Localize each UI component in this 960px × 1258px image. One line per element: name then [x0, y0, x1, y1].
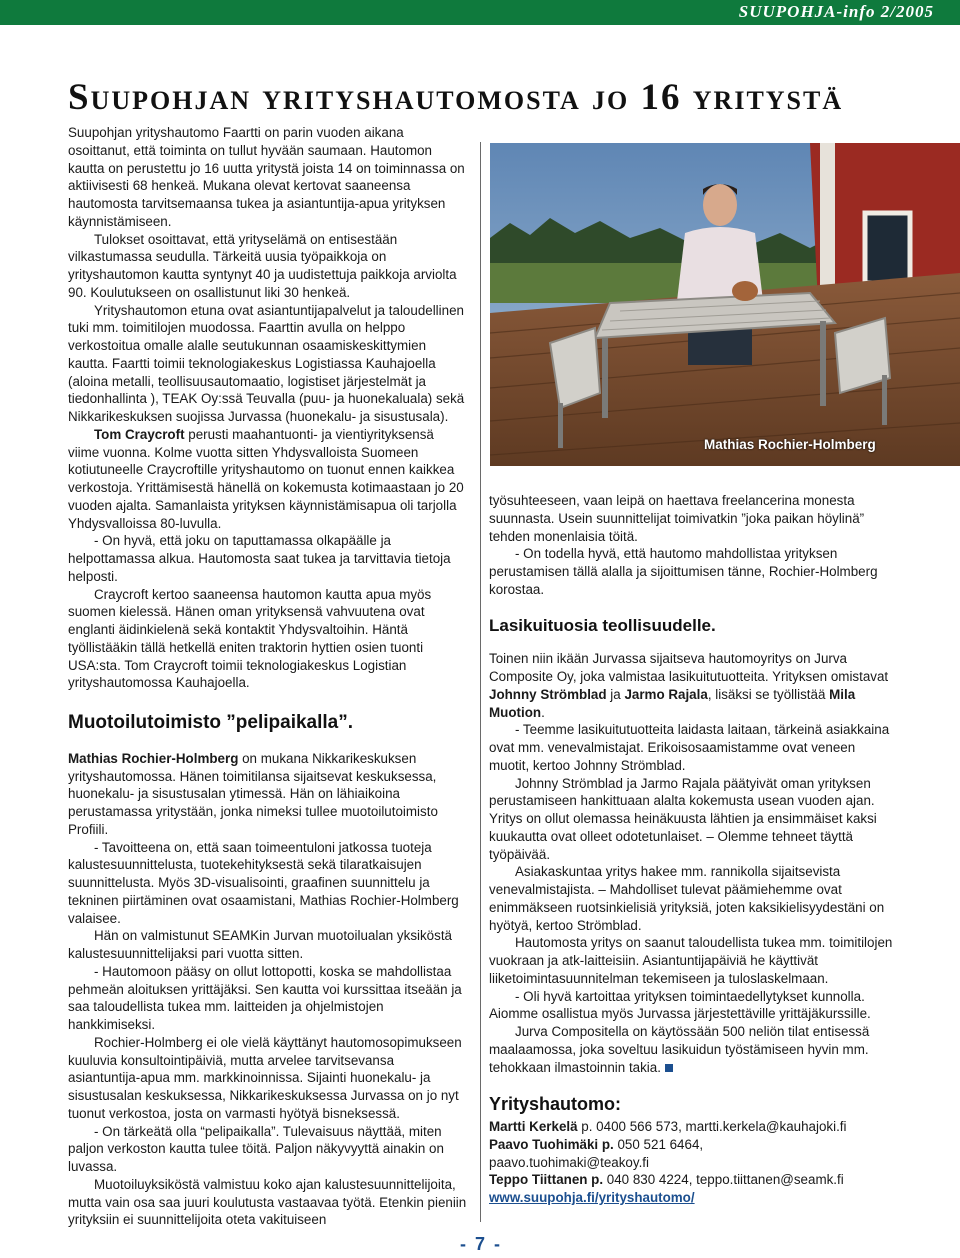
paragraph: - On hyvä, että joku on taputtamassa olkapäälle ja helpottamassa alkua. Hautomosta saat tukea ja tarvittavia tietoja helposti. — [68, 533, 451, 584]
photo-illustration — [490, 143, 960, 466]
paragraph: Craycroft kertoo saaneensa hautomon kautta apua myös suomen kielessä. Hänen oman yrityksensä vahvuutena ovat englanti äidinkielenä sekä kontaktit Yhdysvaltoihin. Häntä työllistääkin tällä hetkellä eniten traktorin hyttien osien tuonti USA:sta. Tom Craycroft toimii teknologiakeskus Logistian yrityshautomossa Kauhajoella. — [68, 586, 432, 691]
left-column — [68, 124, 468, 1229]
paragraph: Rochier-Holmberg ei ole vielä käyttänyt hautomosopimukseen kuuluvia konsultointipäiviä, mutta arvelee tarvitsevansa asiantuntija-apua mm. markkinoinnissa. Sijainti huonekalu- ja sisustusalan keskuksessa, Nikkarikeskuksessa Jurvassa on jo nyt tuonut verkostoa, josta on varmasti hyötyä bisneksessä. — [68, 1034, 462, 1121]
paragraph: työsuhteeseen, vaan leipä on haettava freelancerina monesta suunnasta. Usein suunnittelijat toimivatkin ”joka paikan höylinä” tehden monenlaisia töitä. — [489, 493, 865, 544]
url-line — [489, 1189, 893, 1207]
section-heading: Lasikuituosia teollisuudelle. — [489, 615, 716, 635]
paragraph-text: Jurva Compositella on käytössään 500 neliön tilat entisessä maalaamossa, joka soveltuu lasikuidun työstämiseen hyvin mm. tehokkaan ilmastoinnin takia. — [489, 1024, 870, 1075]
paragraph: Hautomosta yritys on saanut taloudellista tukea mm. toimitilojen vuokraan ja atk-laitteisiin. Asiantuntijapäiviä he käyttivät liiketoimintasuunnitelman tekemiseen ja tuloslaskelmaan. — [489, 935, 893, 986]
paragraph: Asiakaskuntaa yritys hakee mm. rannikolla sijaitsevista venevalmistajista. – Mahdolliset tulevat päämiehemme ovat enimmäkseen ruotsinkielisiä yrityksiä, joten kaksikielisyydestäni on hyötyä, kertoo Strömblad. — [489, 864, 885, 933]
contact-details: p. 0400 566 573, martti.kerkela@kauhajoki.fi — [577, 1119, 847, 1134]
paragraph: - Teemme lasikuitutuotteita laidasta laitaan, tärkeinä asiakkaina ovat mm. venevalmistajat. Erikoisosaamistamme ovat veneen muotit, kertoo Johnny Strömblad. — [489, 722, 890, 773]
paragraph — [68, 426, 468, 533]
paragraph: Johnny Strömblad ja Jarmo Rajala päätyivät oman yrityksen perustamiseen hankittuaan alalta kokemusta usean vuoden ajan. Yritys on ollut olemassa heinäkuusta lähtien ja ensimmäiset kaksi kuukautta ovat olleet odotetunlaiset. – Olemme tehneet täyttä työpäivää. — [489, 775, 877, 862]
person-name: Mathias Rochier-Holmberg — [68, 750, 239, 766]
contact-name: Martti Kerkelä — [489, 1119, 578, 1134]
magazine-header-bar — [0, 0, 960, 25]
paragraph: - Oli hyvä kartoittaa yrityksen toimintaedellytykset kunnolla. Aiomme osallistua myös Jurvassa järjestettäville yrittäjäkurssille. — [489, 988, 871, 1022]
photo-caption: Mathias Rochier-Holmberg — [704, 437, 876, 452]
paragraph-text: , lisäksi se työllistää — [707, 686, 830, 702]
paragraph-text: ja — [606, 686, 625, 702]
contact-line: paavo.tuohimaki@teakoy.fi — [489, 1154, 649, 1170]
paragraph-text: on mukana Nikkarikeskuksen yrityshautomossa. Hänen toimitilansa sijaitsevat keskuksessa, huonekalu- ja sisustusalan ytimessä. Hän on lähiaikoina perustamassa yritystään, jonka nimeksi tullee muotoilutoimisto Profiili. — [68, 750, 438, 837]
paragraph-text: perusti maahantuonti- ja vientiyrityksensä viime vuonna. Kolme vuotta sitten Yhdysvalloista Suomeen kotiutuneelle Craycroftille yrityshautomo on tuonut ennen kaikkea verkostoja. Yrittämisestä hänellä on kokemusta kotimaastaan jo 20 vuoden ajalta. Samanlaista yrityksen käynnistämisapua oli tarjolla Yhdysvalloissa 80-luvulla. — [68, 426, 464, 531]
person-name: Jarmo Rajala — [624, 686, 708, 702]
article-photo — [490, 143, 960, 466]
paragraph: - Hautomoon pääsy on ollut lottopotti, koska se mahdollistaa pehmeän aloituksen yrittäjäksi. Sen kautta voi kurssittaa itseään ja saa taloudellista tukea mm. laitteiden ja ohjelmistojen hankkimiseksi. — [68, 963, 462, 1032]
contact-name: Teppo Tiittanen p. — [489, 1172, 604, 1188]
column-divider — [480, 142, 481, 1222]
contact-details: 050 521 6464, — [613, 1136, 704, 1152]
contact-line — [489, 1136, 893, 1154]
contact-line — [489, 1171, 893, 1189]
person-name: Tom Craycroft — [94, 426, 185, 442]
section-heading: Muotoilutoimisto ”pelipaikalla”. — [68, 712, 354, 733]
paragraph: Hän on valmistunut SEAMKin Jurvan muotoilualan yksiköstä kalustesuunnittelijaksi pari vuotta sitten. — [68, 928, 452, 961]
contacts-heading: Yrityshautomo: — [489, 1094, 622, 1115]
right-column — [489, 492, 893, 1207]
article-title: Suupohjan yrityshautomosta jo 16 yritystä — [68, 77, 844, 118]
paragraph: - Tavoitteena on, että saan toimeentuloni jatkossa tuoteja kalustesuunnittelusta, tuotekehityksestä sekä tilaratkaisujen suunnittelusta. Myös 3D-visualisointi, graafinen suunnittelu ja tekninen piirtäminen ovat osaamistani, Mathias Rochier-Holmberg valaisee. — [68, 839, 459, 926]
contact-details: 040 830 4224, teppo.tiittanen@seamk.fi — [603, 1172, 844, 1188]
person-name: Mila Muotion — [489, 686, 856, 720]
person-name: Johnny Strömblad — [489, 686, 607, 702]
website-link[interactable]: www.suupohja.fi/yrityshautomo/ — [489, 1190, 695, 1205]
paragraph: - On tärkeätä olla “pelipaikalla”. Tulevaisuus näyttää, miten paljon verkoston kautta tulee töitä. Paljon näkyvyyttä ainakin on luvassa. — [68, 1123, 444, 1174]
contact-line — [489, 1118, 893, 1136]
paragraph: - On todella hyvä, että hautomo mahdollistaa yrityksen perustamisen tällä alalla ja sijoittumisen tänne, Rochier-Holmberg korostaa. — [489, 546, 878, 597]
end-of-article-mark — [665, 1064, 673, 1072]
paragraph — [489, 1023, 893, 1076]
magazine-title: SUUPOHJA-info 2/2005 — [738, 2, 934, 21]
page-number: - 7 - — [460, 1234, 503, 1254]
paragraph: Suupohjan yrityshautomo Faartti on parin vuoden aikana osoittanut, että toiminta on tullut hyvään saumaan. Hautomon kautta on perustettu jo 16 uutta yritystä joista 14 on toiminnassa on aktiivisesti 68 henkeä. Mukana olevat kertovat saaneensa hautomosta tarvitsemaansa tukea ja asiantuntija-apua yrityksen käynnistämiseen. — [68, 125, 465, 229]
paragraph-text: Toinen niin ikään Jurvassa sijaitseva hautomoyritys on Jurva Composite Oy, joka valmistaa lasikuitutuotteita. Yrityksen omistavat — [489, 651, 889, 684]
paragraph-text: . — [541, 704, 545, 720]
contact-name: Paavo Tuohimäki p. — [489, 1136, 614, 1152]
paragraph: Tulokset osoittavat, että yrityselämä on entisestään vilkastumassa seudulla. Tärkeitä uusia työpaikkoja on yrityshautomon kautta syntynyt 40 ja uudistettuja paikkoja arviolta 90. Koulutukseen on osallistunut liki 30 henkeä. — [68, 231, 457, 300]
paragraph: Muotoiluyksiköstä valmistuu koko ajan kalustesuunnittelijoita, mutta vain osa saa juuri koulutusta vastaavaa työtä. Etenkin pieniin yrityksiin ei suunnittelijoita oteta vakituiseen — [68, 1176, 467, 1228]
paragraph — [489, 650, 893, 721]
paragraph: Yrityshautomon etuna ovat asiantuntijapalvelut ja taloudellinen tuki mm. toimitilojen muodossa. Faarttin avulla on helppo verkostoitua omalle alalle seutukunnan osaamiskeskittymien kautta. Faartti toimii teknologiakeskus Logistiassa Kauhajoella (aloina metalli, teollisuusautomaatio, logistiset järjestelmät ja tiedonhallinta ), TEAK Oy:ssä Teuvalla (puu- ja huonekaluala) sekä Nikkarikeskuksen suojissa Jurvassa (huonekalu- ja sisustusala). — [68, 302, 465, 424]
paragraph — [68, 750, 468, 839]
